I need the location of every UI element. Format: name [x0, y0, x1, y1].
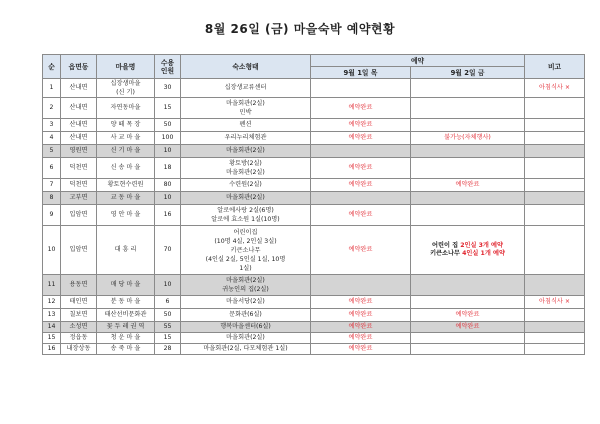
row-village: 신 기 마 을: [97, 145, 155, 158]
row-day2-status: [411, 226, 525, 275]
row-district: 입암면: [61, 226, 97, 275]
table-row: [43, 119, 585, 132]
row-note: [525, 322, 585, 333]
row-lodging-line: 귀농인의 집(2실): [222, 286, 269, 293]
row-no: 1: [43, 79, 61, 98]
table-row: [43, 322, 585, 333]
table-row: [43, 309, 585, 322]
row-district: 소성면: [61, 322, 97, 333]
day2-lodging-detail: 4인실 1개 예약: [459, 250, 505, 257]
row-lodging: 마을회관(2실): [181, 333, 311, 344]
row-no: 10: [43, 226, 61, 275]
row-no: 6: [43, 158, 61, 179]
row-day2-status: [411, 275, 525, 296]
row-note: [525, 179, 585, 192]
row-note: [525, 132, 585, 145]
row-lodging: [181, 226, 311, 275]
row-day1-status: 예약완료: [311, 333, 411, 344]
table-body: [43, 79, 585, 355]
row-lodging: 문화관(6실): [181, 309, 311, 322]
header-capacity-line1: 수용: [160, 58, 175, 67]
row-day2-status: [411, 79, 525, 98]
row-lodging: [181, 275, 311, 296]
table-row: [43, 205, 585, 226]
row-day2-status: [411, 296, 525, 309]
table-row: [43, 192, 585, 205]
header-village: 마을명: [97, 55, 155, 79]
row-capacity: 18: [155, 158, 181, 179]
row-no: 15: [43, 333, 61, 344]
header-reservation: 예약: [311, 55, 525, 67]
table-row: [43, 79, 585, 98]
row-village: 분 동 마 을: [97, 296, 155, 309]
row-no: 5: [43, 145, 61, 158]
table-header: [43, 55, 585, 79]
day2-lodging-detail: 2인실 3개 예약: [458, 242, 504, 249]
row-lodging-line: 민박: [239, 109, 252, 116]
row-village: 매 당 마 을: [97, 275, 155, 296]
row-capacity: 80: [155, 179, 181, 192]
header-note: 비고: [525, 55, 585, 79]
row-day2-status: [411, 192, 525, 205]
reservation-table: [42, 54, 585, 355]
header-lodging: 숙소형태: [181, 55, 311, 79]
row-day2-status: 예약완료: [411, 179, 525, 192]
row-day1-status: 예약완료: [311, 344, 411, 355]
row-no: 7: [43, 179, 61, 192]
row-lodging-line: 마을회관(2실): [226, 169, 265, 176]
row-note: [525, 145, 585, 158]
row-no: 11: [43, 275, 61, 296]
row-note: 아침식사 ×: [525, 79, 585, 98]
row-village: [97, 79, 155, 98]
row-no: 16: [43, 344, 61, 355]
row-note: [525, 226, 585, 275]
table-row: [43, 98, 585, 119]
row-lodging: 마을회관(2실, 다모체험관 1실): [181, 344, 311, 355]
row-capacity: 28: [155, 344, 181, 355]
row-district: 덕천면: [61, 158, 97, 179]
table-row: [43, 226, 585, 275]
row-no: 9: [43, 205, 61, 226]
page-title: 8월 26일 (금) 마을숙박 예약현황: [204, 22, 396, 36]
row-day2-status: 예약완료: [411, 322, 525, 333]
row-capacity: 50: [155, 309, 181, 322]
row-day1-status: [311, 275, 411, 296]
header-day1: 9월 1일 목: [311, 67, 411, 79]
row-village: 신 송 마 을: [97, 158, 155, 179]
table-row: [43, 132, 585, 145]
row-lodging: [181, 158, 311, 179]
table-row: [43, 145, 585, 158]
row-no: 12: [43, 296, 61, 309]
row-district: 용동면: [61, 275, 97, 296]
row-lodging: 수련원(2실): [181, 179, 311, 192]
table-row: [43, 275, 585, 296]
header-district: 읍면동: [61, 55, 97, 79]
row-no: 2: [43, 98, 61, 119]
row-village: 영 안 마 을: [97, 205, 155, 226]
row-day1-status: 예약완료: [311, 179, 411, 192]
row-village-line: (신 기): [116, 89, 135, 96]
row-day1-status: 예약완료: [311, 132, 411, 145]
table-row: [43, 296, 585, 309]
row-note: [525, 205, 585, 226]
day2-lodging-name: 어린이 집: [431, 242, 459, 249]
row-day1-status: 예약완료: [311, 98, 411, 119]
row-capacity: 55: [155, 322, 181, 333]
row-note: [525, 158, 585, 179]
row-lodging: 십장생교류센터: [181, 79, 311, 98]
row-district: 영원면: [61, 145, 97, 158]
row-capacity: 6: [155, 296, 181, 309]
row-district: 고부면: [61, 192, 97, 205]
row-capacity: 30: [155, 79, 181, 98]
row-village: 태산선비문화관: [97, 309, 155, 322]
row-note: [525, 333, 585, 344]
day2-lodging-name: 키큰소나무: [430, 250, 460, 257]
row-village: 사 교 마 을: [97, 132, 155, 145]
row-day2-status: [411, 98, 525, 119]
row-district: 산내면: [61, 79, 97, 98]
table-row: [43, 158, 585, 179]
row-day1-status: 예약완료: [311, 119, 411, 132]
row-capacity: 15: [155, 333, 181, 344]
row-day2-status: 예약완료: [411, 309, 525, 322]
row-note: [525, 344, 585, 355]
row-district: 산내면: [61, 98, 97, 119]
row-village-line: 십장생마을: [110, 80, 141, 87]
row-day2-status: [411, 119, 525, 132]
row-day2-status: [411, 344, 525, 355]
row-lodging: [181, 205, 311, 226]
row-district: 칠보면: [61, 309, 97, 322]
row-district: 산내면: [61, 119, 97, 132]
row-lodging: 마을서당(2실): [181, 296, 311, 309]
row-no: 8: [43, 192, 61, 205]
row-no: 3: [43, 119, 61, 132]
row-lodging-line: 어린이집: [233, 228, 258, 236]
row-district: 내장상동: [61, 344, 97, 355]
row-district: 정읍동: [61, 333, 97, 344]
row-district: 덕천면: [61, 179, 97, 192]
row-lodging-line: (10명 4실, 2인실 3실): [214, 237, 277, 245]
row-no: 4: [43, 132, 61, 145]
table-row: [43, 333, 585, 344]
row-note: [525, 119, 585, 132]
row-lodging-line: 알로에사랑 2실(6명): [217, 207, 274, 214]
row-village: 양 떼 목 장: [97, 119, 155, 132]
row-village: 꽃 두 레 권 역: [97, 322, 155, 333]
row-lodging: 마을회관(2실): [181, 192, 311, 205]
row-day1-status: 예약완료: [311, 205, 411, 226]
row-lodging: 우리누리체험관: [181, 132, 311, 145]
row-day1-status: 예약완료: [311, 296, 411, 309]
row-no: 13: [43, 309, 61, 322]
row-day1-status: 예약완료: [311, 322, 411, 333]
row-lodging-line: 1실): [239, 264, 252, 272]
row-day2-status: 불가능(자체행사): [411, 132, 525, 145]
row-lodging-line: 마을회관(2실): [226, 100, 265, 107]
row-village: 청 운 마 을: [97, 333, 155, 344]
row-village: 자연동마을: [97, 98, 155, 119]
row-lodging-line: (4인실 2실, 5인실 1실, 10명: [205, 255, 286, 263]
row-village: 송 죽 마 을: [97, 344, 155, 355]
row-day2-status: [411, 333, 525, 344]
row-village: 교 동 마 을: [97, 192, 155, 205]
row-lodging-line: 키큰소나무: [230, 246, 261, 254]
row-capacity: 70: [155, 226, 181, 275]
header-capacity: [155, 55, 181, 79]
row-day1-status: 예약완료: [311, 226, 411, 275]
row-district: 산내면: [61, 132, 97, 145]
row-capacity: 100: [155, 132, 181, 145]
row-capacity: 10: [155, 275, 181, 296]
row-capacity: 16: [155, 205, 181, 226]
row-district: 태인면: [61, 296, 97, 309]
row-capacity: 50: [155, 119, 181, 132]
row-village: 대 흥 리: [97, 226, 155, 275]
row-capacity: 15: [155, 98, 181, 119]
row-day2-status: [411, 205, 525, 226]
row-capacity: 10: [155, 192, 181, 205]
row-day1-status: 예약완료: [311, 309, 411, 322]
row-day1-status: [311, 192, 411, 205]
row-lodging-line: 마을회관(2실): [226, 277, 265, 284]
table-row: [43, 344, 585, 355]
row-day2-status: [411, 158, 525, 179]
row-day1-status: 예약완료: [311, 158, 411, 179]
row-note: [525, 192, 585, 205]
row-lodging: [181, 98, 311, 119]
row-capacity: 10: [155, 145, 181, 158]
row-day1-status: [311, 79, 411, 98]
row-note: [525, 275, 585, 296]
row-day1-status: [311, 145, 411, 158]
table-row: [43, 179, 585, 192]
row-note: [525, 98, 585, 119]
row-note: [525, 309, 585, 322]
row-no: 14: [43, 322, 61, 333]
header-no: 순: [43, 55, 61, 79]
row-lodging: 펜션: [181, 119, 311, 132]
row-lodging-line: 알로에 효소원 1실(10명): [211, 216, 280, 223]
row-day2-status: [411, 145, 525, 158]
row-lodging-line: 황토방(2실): [229, 160, 262, 167]
row-village: 황토현수련원: [97, 179, 155, 192]
row-lodging: 마을회관(2실): [181, 145, 311, 158]
row-lodging: 행복마을센터(6실): [181, 322, 311, 333]
row-district: 입암면: [61, 205, 97, 226]
header-day2: 9월 2일 금: [411, 67, 525, 79]
header-capacity-line2: 인원: [160, 66, 175, 75]
row-note: 아침식사 ×: [525, 296, 585, 309]
